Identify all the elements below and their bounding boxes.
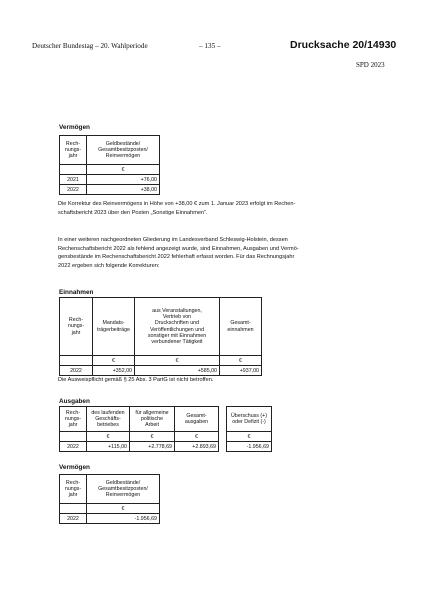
doc-number: 14930: [367, 39, 397, 51]
section-heading-vermoegen-2: Vermögen: [59, 464, 90, 471]
unit-spacer: [60, 504, 87, 514]
vermoegen-table-2: [59, 474, 160, 524]
unit-euro: €: [130, 432, 175, 442]
cell-mandatstraeger: +352,00: [93, 366, 135, 376]
col-header-geschaeftsbetrieb: des laufenden Geschäfts- betriebes: [87, 407, 130, 432]
unit-spacer: [60, 165, 87, 175]
section-heading-ausgaben: Ausgaben: [59, 398, 90, 405]
document-number: [290, 39, 396, 51]
col-header-year: Rech- nungs- jahr: [60, 475, 87, 504]
unit-euro: €: [220, 356, 262, 366]
cell-gesamtausgaben: +2.893,69: [175, 442, 219, 452]
vermoegen-table-1: [59, 135, 160, 195]
header-left: Deutscher Bundestag – 20. Wahlperiode: [32, 42, 148, 50]
col-header-gesamteinnahmen: Gesamt- einnahmen: [220, 298, 262, 356]
cell-value: -1.956,69: [87, 514, 160, 524]
unit-euro: €: [135, 356, 220, 366]
cell-year: 2022: [60, 442, 87, 452]
unit-spacer: [60, 356, 93, 366]
cell-ueberschuss: -1.956,69: [227, 442, 272, 452]
unit-euro: €: [93, 356, 135, 366]
section-heading-vermoegen-1: Vermögen: [59, 124, 90, 131]
cell-politische-arbeit: +2.778,69: [130, 442, 175, 452]
unit-spacer: [60, 432, 87, 442]
col-header-reinvermoegen: Geldbestände/ Gesamtbesitzposten/ Reinvermögen: [87, 136, 160, 165]
cell-veranstaltungen: +585,00: [135, 366, 220, 376]
col-header-ueberschuss: Überschuss (+) oder Defizit (-): [227, 407, 272, 432]
cell-value: +76,00: [87, 175, 160, 185]
col-header-veranstaltungen: aus Veranstaltungen, Vertrieb von Druckschriften und Veröffentlichungen und sonstiger mit Einnahmen verbundener Tätigkeit: [135, 298, 220, 356]
cell-year: 2022: [60, 185, 87, 195]
unit-euro: €: [227, 432, 272, 442]
paragraph-ausweispflicht: Die Ausweispflicht gemäß § 25 Abs. 3 PartG ist nicht betroffen.: [58, 377, 214, 383]
col-header-year: Rech- nungs- jahr: [60, 407, 87, 432]
col-header-gesamtausgaben: Gesamt- ausgaben: [175, 407, 219, 432]
unit-euro: €: [87, 165, 160, 175]
ueberschuss-table: [226, 406, 272, 452]
col-header-reinvermoegen: Geldbestände/ Gesamtbesitzposten/ Reinvermögen: [87, 475, 160, 504]
doc-label: Drucksache 20/: [290, 39, 368, 51]
unit-euro: €: [87, 432, 130, 442]
cell-gesamteinnahmen: +937,00: [220, 366, 262, 376]
ausgaben-table: [59, 406, 219, 452]
unit-euro: €: [87, 504, 160, 514]
cell-value: +38,00: [87, 185, 160, 195]
party-year: SPD 2023: [356, 61, 385, 69]
col-header-mandatstraeger: Mandats- trägerbeiträge: [93, 298, 135, 356]
paragraph-schleswig-holstein: In einer weiteren nachgeordneten Gliederung im Landesverband Schleswig-Holstein, dessen Rechenschaftsbericht 2022 als fehlend angezeigt wurde, sind Einnahmen, Ausgaben und Vermö- gensbestände im Rechenschaftsbericht 2022 fehlerhaft erfasst worden. Für das Rechnungsjahr 2022 ergeben sich folgende Korrekturen:: [58, 237, 299, 269]
page-number: – 135 –: [199, 42, 221, 50]
einnahmen-table: [59, 297, 262, 376]
col-header-politische-arbeit: für allgemeine politische Arbeit: [130, 407, 175, 432]
col-header-year: Rech- nungs- jahr: [60, 136, 87, 165]
paragraph-correction: Die Korrektur des Reinvermögens in Höhe von +38,00 € zum 1. Januar 2023 erfolgt im Rechen- schaftsbericht 2023 über den Posten „Sonstige Einnahmen“.: [58, 201, 296, 216]
cell-year: 2021: [60, 175, 87, 185]
section-heading-einnahmen: Einnahmen: [59, 289, 94, 296]
cell-geschaeftsbetrieb: +115,00: [87, 442, 130, 452]
cell-year: 2022: [60, 514, 87, 524]
cell-year: 2022: [60, 366, 93, 376]
col-header-year: Rech- nungs- jahr: [60, 298, 93, 356]
unit-euro: €: [175, 432, 219, 442]
